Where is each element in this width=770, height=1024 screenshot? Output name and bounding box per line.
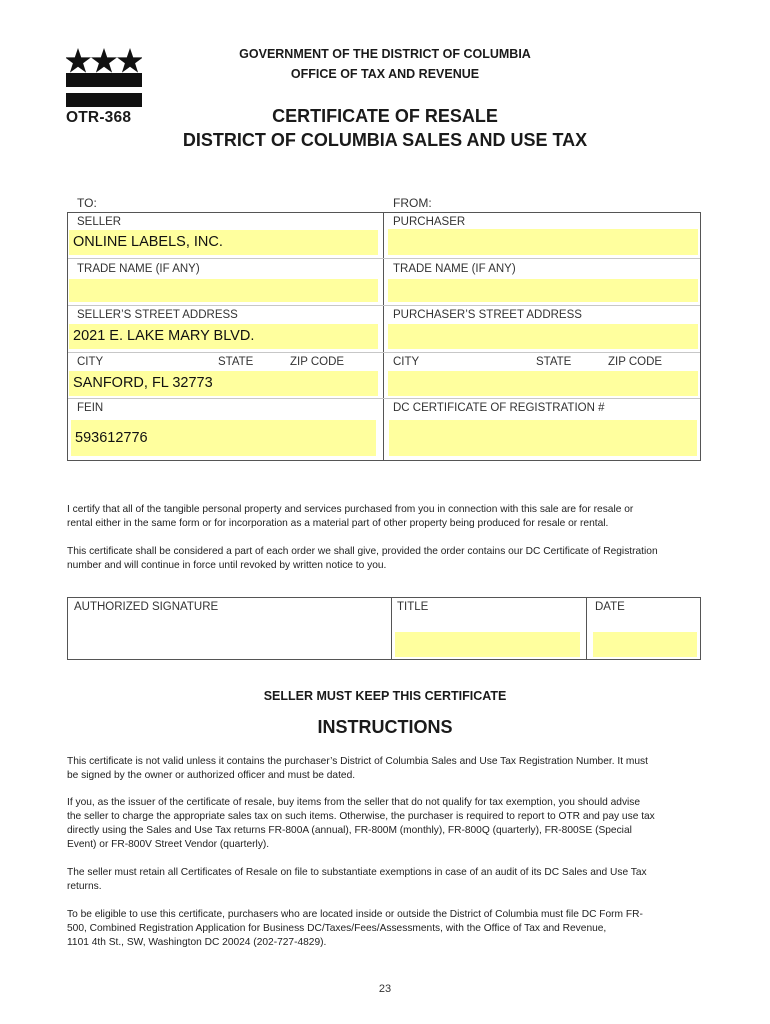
seller-name-field[interactable]: ONLINE LABELS, INC.: [69, 230, 378, 255]
office-name: OFFICE OF TAX AND REVENUE: [290, 67, 480, 81]
seller-city-state-zip-field[interactable]: SANFORD, FL 32773: [69, 371, 378, 396]
text-line: Event) or FR-800V Street Vendor (quarterly).: [67, 839, 270, 850]
title-label: TITLE: [397, 601, 429, 613]
row-divider: [68, 398, 700, 399]
seller-keep-notice: SELLER MUST KEEP THIS CERTIFICATE: [263, 689, 507, 703]
signature-label: AUTHORIZED SIGNATURE: [74, 601, 219, 613]
text-line: If you, as the issuer of the certificate of resale, buy items from the seller that do not qualify for tax exemption, you should advise: [67, 797, 641, 808]
seller-state-label: STATE: [218, 356, 254, 368]
seller-trade-name-label: TRADE NAME (IF ANY): [77, 263, 200, 275]
purchaser-registration-label: DC CERTIFICATE OF REGISTRATION #: [393, 402, 605, 414]
instructions-paragraph: [67, 796, 707, 852]
to-label: TO:: [77, 196, 97, 210]
title-field[interactable]: [395, 632, 580, 657]
purchaser-state-label: STATE: [536, 356, 572, 368]
text-line: The seller must retain all Certificates of Resale on file to substantiate exemptions in case of an audit of its DC Sales and Use Tax: [67, 867, 647, 878]
row-divider: [68, 305, 700, 306]
text-line: To be eligible to use this certificate, purchasers who are located inside or outside the District of Columbia must file DC Form FR-: [67, 909, 643, 920]
purchaser-trade-name-label: TRADE NAME (IF ANY): [393, 263, 516, 275]
signature-field[interactable]: [69, 615, 389, 658]
seller-zip-label: ZIP CODE: [290, 356, 345, 368]
form-title: CERTIFICATE OF RESALE: [272, 106, 498, 126]
purchaser-address-field[interactable]: [388, 324, 698, 349]
seller-address-label: SELLER’S STREET ADDRESS: [77, 309, 238, 321]
purchaser-label: PURCHASER: [393, 216, 466, 228]
text-line: directly using the Sales and Use Tax returns FR-800A (annual), FR-800M (monthly), FR-800Q (quarterly), FR-800SE (Special: [67, 825, 632, 836]
purchaser-registration-field[interactable]: [389, 420, 697, 456]
purchaser-name-field[interactable]: [388, 229, 698, 255]
text-line: 1101 4th St., SW, Washington DC 20024 (202-727-4829).: [67, 937, 327, 948]
text-line: be signed by the owner or authorized officer and must be dated.: [67, 770, 356, 781]
text-line: returns.: [67, 881, 102, 892]
seller-label: SELLER: [77, 216, 122, 228]
flag-bar: [66, 93, 142, 107]
text-line: the seller to charge the appropriate sales tax on such items. Otherwise, the purchaser is required to report to OTR and pay use tax: [67, 811, 655, 822]
table-divider: [586, 597, 587, 660]
page-number: 23: [378, 983, 392, 995]
purchaser-city-state-zip-field[interactable]: [388, 371, 698, 396]
instructions-paragraph: [67, 866, 707, 894]
date-label: DATE: [595, 601, 625, 613]
seller-address-field[interactable]: 2021 E. LAKE MARY BLVD.: [69, 324, 378, 349]
agency-name: GOVERNMENT OF THE DISTRICT OF COLUMBIA: [239, 47, 531, 61]
purchaser-city-label: CITY: [393, 356, 420, 368]
text-line: rental either in the same form or for incorporation as a material part of other property being produced for resale or rental.: [67, 518, 609, 529]
seller-trade-name-field[interactable]: [69, 279, 378, 302]
certification-paragraph: [67, 503, 707, 531]
table-divider: [391, 597, 392, 660]
instructions-paragraph: [67, 755, 707, 783]
seller-city-label: CITY: [77, 356, 104, 368]
date-field[interactable]: [593, 632, 697, 657]
table-divider: [383, 212, 384, 461]
instructions-paragraph: [67, 908, 707, 950]
purchaser-trade-name-field[interactable]: [388, 279, 698, 302]
text-line: number and will continue in force until revoked by written notice to you.: [67, 560, 387, 571]
text-line: I certify that all of the tangible personal property and services purchased from you in connection with this sale are for resale or: [67, 504, 634, 515]
row-divider: [68, 258, 700, 259]
form-subtitle: DISTRICT OF COLUMBIA SALES AND USE TAX: [182, 130, 588, 150]
seller-fein-label: FEIN: [77, 402, 104, 414]
seller-fein-field[interactable]: 593612776: [71, 420, 376, 456]
instructions-heading: INSTRUCTIONS: [317, 717, 453, 737]
text-line: This certificate shall be considered a part of each order we shall give, provided the order contains our DC Certificate of Registration: [67, 546, 658, 557]
validity-paragraph: [67, 545, 707, 573]
purchaser-zip-label: ZIP CODE: [608, 356, 663, 368]
purchaser-address-label: PURCHASER’S STREET ADDRESS: [393, 309, 582, 321]
from-label: FROM:: [393, 196, 432, 210]
text-line: This certificate is not valid unless it contains the purchaser’s District of Columbia Sales and Use Tax Registration Number. It must: [67, 756, 648, 767]
row-divider: [68, 352, 700, 353]
text-line: 500, Combined Registration Application for Business DC/Taxes/Fees/Assessments, with the Office of Tax and Revenue,: [67, 923, 607, 934]
form-number: OTR-368: [66, 109, 132, 126]
